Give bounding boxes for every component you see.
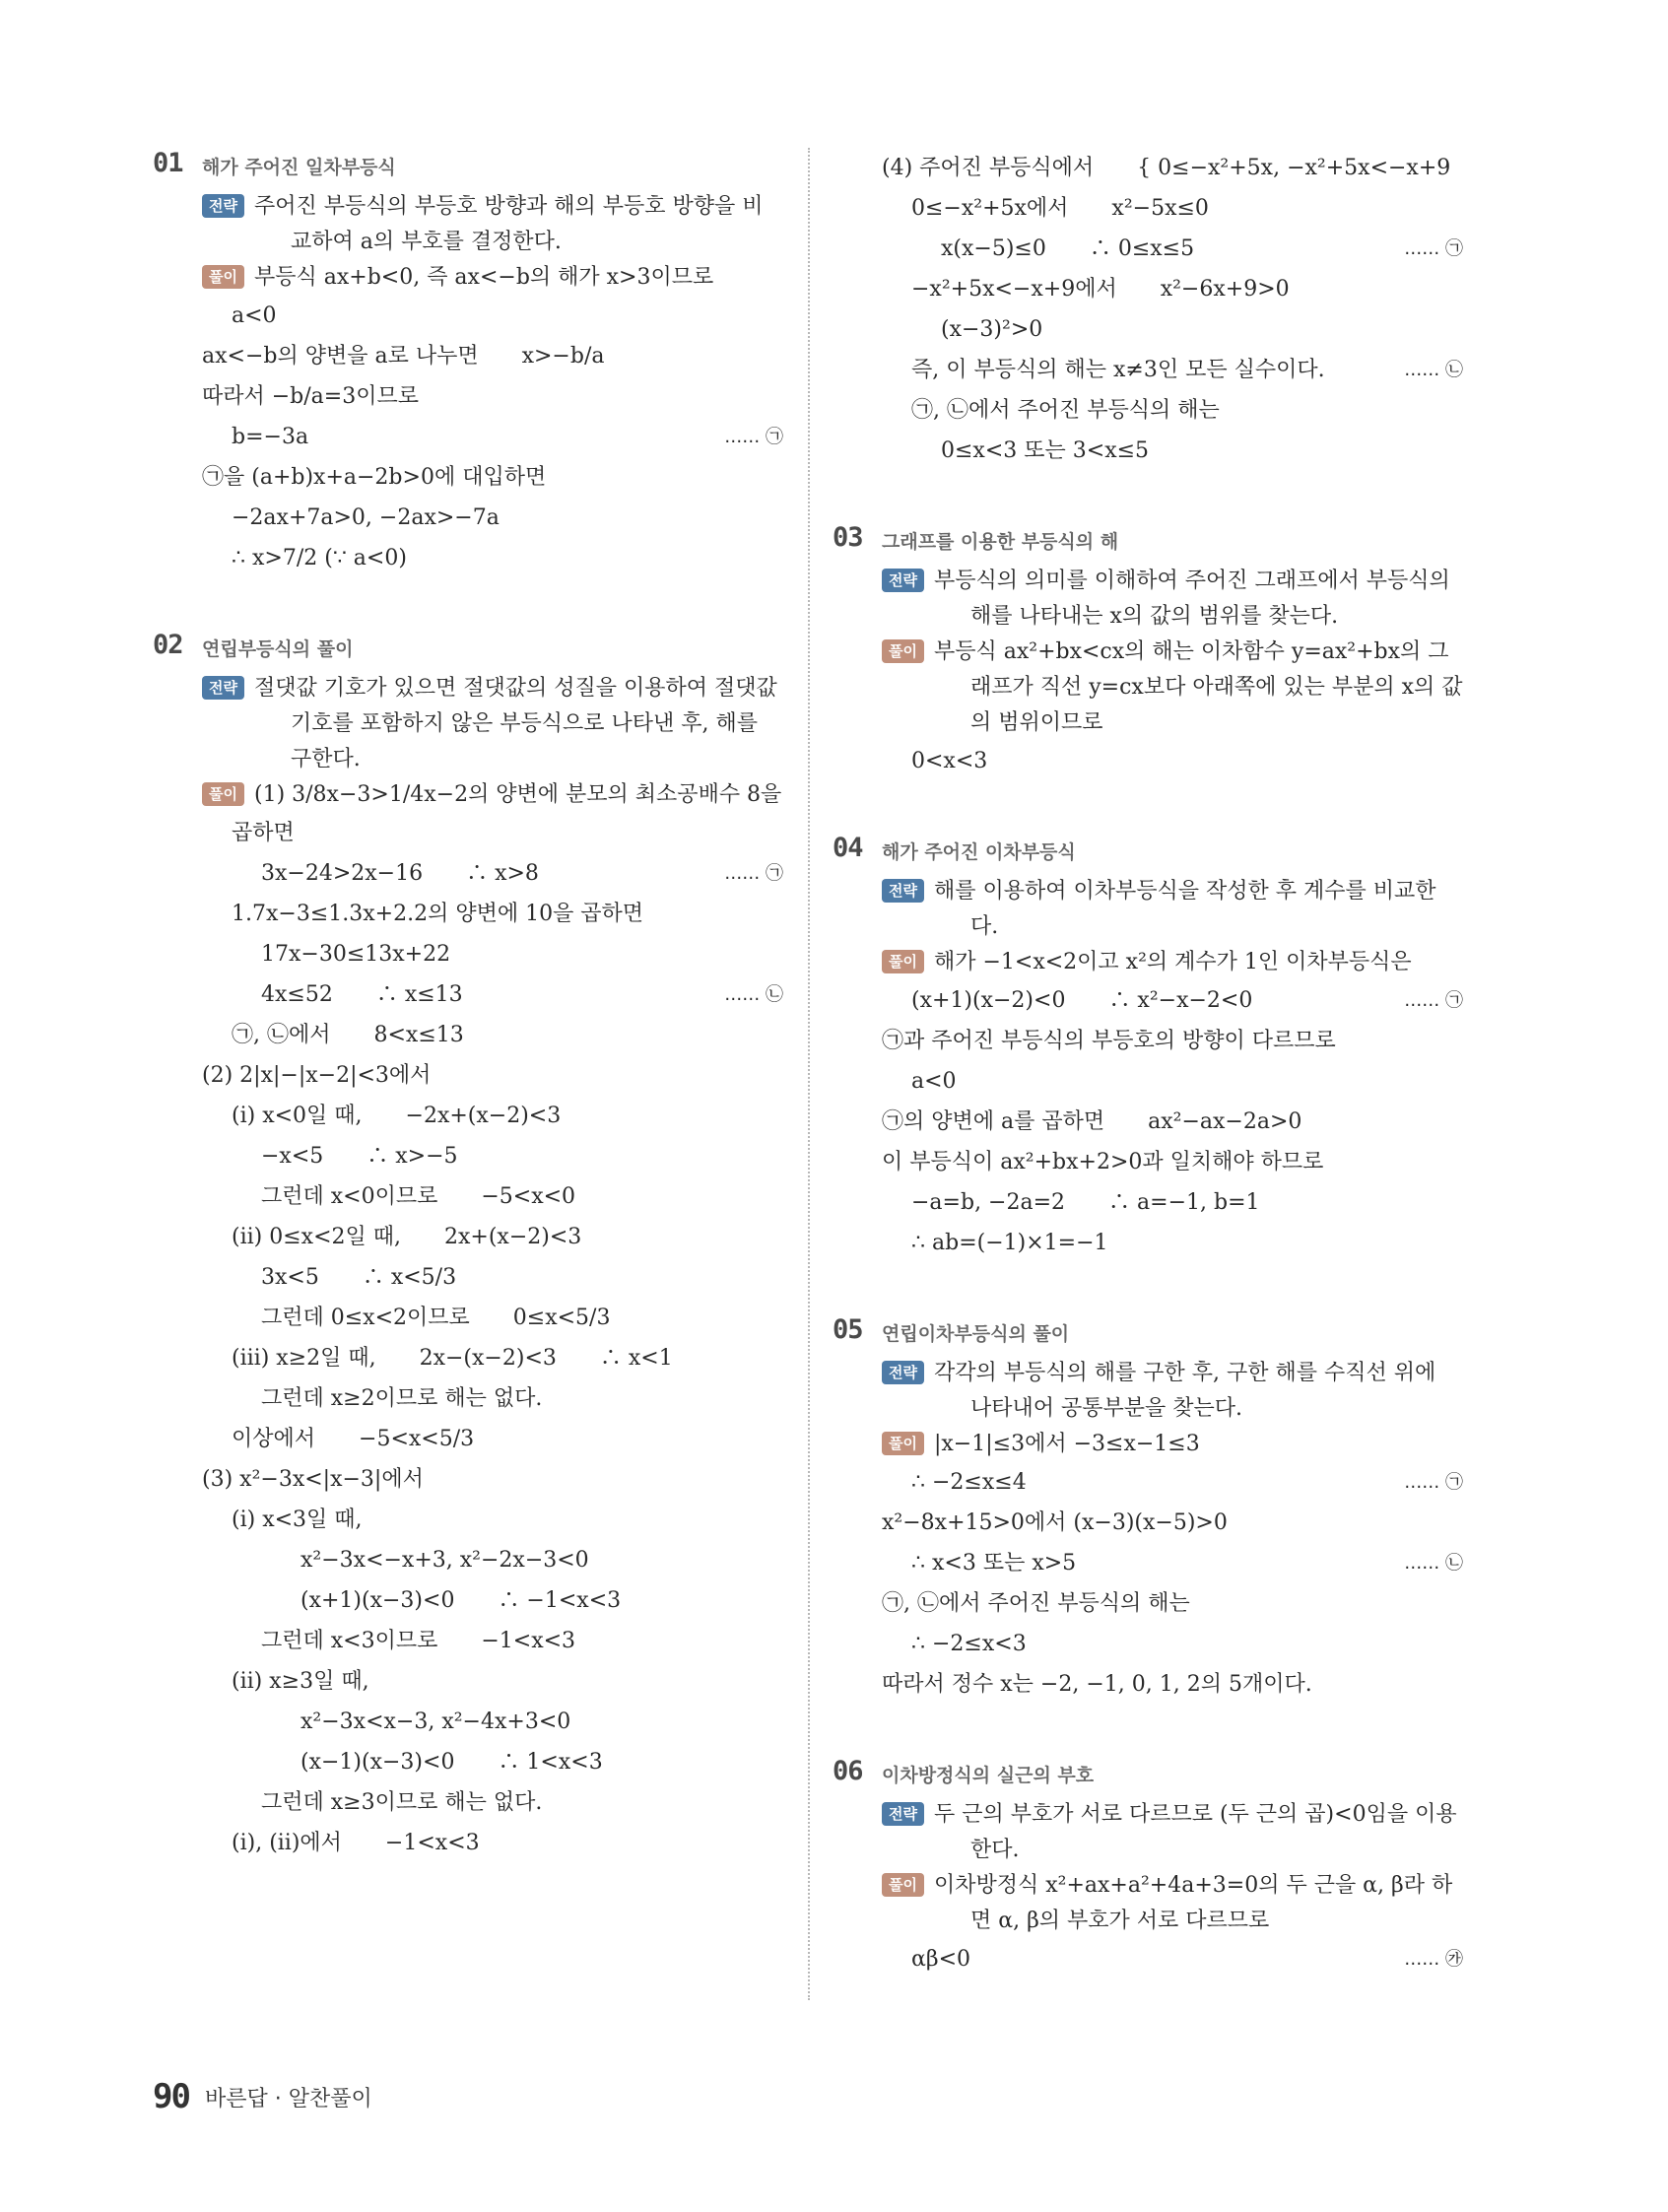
section-body — [882, 1797, 1463, 1979]
line-text: 0≤−x²+5x에서 x²−5x≤0 — [911, 196, 1209, 221]
solution-line — [202, 894, 783, 934]
section-body — [882, 564, 1463, 781]
equation-marker: …… ㉠ — [1404, 238, 1463, 259]
section-header — [833, 833, 1463, 868]
line-text: (x+1)(x−2)<0 ∴ x²−x−2<0 — [911, 988, 1253, 1013]
equation-marker: …… ㉮ — [1404, 1949, 1463, 1970]
strategy-badge: 전략 — [202, 676, 244, 700]
problem-number: 06 — [833, 1756, 863, 1786]
solution-line — [882, 945, 1463, 980]
strategy-badge: 전략 — [882, 569, 924, 592]
section-header — [153, 630, 783, 665]
line-text: |x−1|≤3에서 −3≤x−1≤3 — [933, 1432, 1200, 1456]
line-text: b=−3a — [232, 425, 309, 449]
line-text: ㉠의 양변에 a를 곱하면 ax²−ax−2a>0 — [882, 1109, 1302, 1134]
solution-line — [202, 296, 783, 336]
problem-number: 04 — [833, 833, 863, 863]
solution-line — [202, 260, 783, 296]
continued-solution — [882, 148, 1463, 471]
solution-line — [882, 309, 1463, 350]
line-text: 따라서 −b/a=3이므로 — [202, 384, 419, 409]
line-text: ㉠, ㉡에서 8<x≤13 — [232, 1023, 464, 1047]
solution-line — [202, 1015, 783, 1055]
solution-line — [202, 1742, 783, 1782]
solution-line — [202, 1823, 783, 1863]
equation-marker: …… ㉠ — [1404, 990, 1463, 1011]
line-text: 곱하면 — [232, 821, 295, 845]
line-text: 부등식 ax+b<0, 즉 ax<−b의 해가 x>3이므로 — [253, 265, 714, 290]
solution-line — [882, 635, 1463, 741]
line-text: (1) 3/8x−3>1/4x−2의 양변에 분모의 최소공배수 8을 — [253, 782, 782, 807]
solution-line — [202, 1378, 783, 1419]
line-text: (ⅰ) x<3일 때, — [232, 1508, 363, 1532]
solution-line — [882, 980, 1463, 1021]
section-body — [882, 874, 1463, 1263]
solution-badge: 풀이 — [882, 639, 924, 663]
section-body — [202, 189, 783, 578]
line-text: ∴ ab=(−1)×1=−1 — [911, 1231, 1108, 1255]
solution-badge: 풀이 — [882, 950, 924, 973]
left-column — [153, 148, 783, 1863]
line-text: 즉, 이 부등식의 해는 x≠3인 모든 실수이다. — [911, 358, 1325, 382]
line-text: 절댓값 기호가 있으면 절댓값의 성질을 이용하여 절댓값 기호를 포함하지 않은 부등식으로 나타낸 후, 해를 구한다. — [253, 676, 777, 771]
line-text: 그런데 x<3이므로 −1<x<3 — [261, 1629, 576, 1653]
solution-line — [202, 813, 783, 853]
line-text: 그런데 x≥2이므로 해는 없다. — [261, 1386, 543, 1411]
line-text: −x<5 ∴ x>−5 — [261, 1144, 458, 1169]
line-text: 두 근의 부호가 서로 다르므로 (두 근의 곱)<0임을 이용한다. — [933, 1802, 1457, 1862]
solution-line — [882, 1939, 1463, 1979]
equation-marker: …… ㉡ — [724, 984, 783, 1005]
solution-line — [882, 1021, 1463, 1061]
section-title: 연립이차부등식의 풀이 — [882, 1323, 1070, 1345]
line-text: ㉠을 (a+b)x+a−2b>0에 대입하면 — [202, 465, 547, 490]
solution-line — [202, 1338, 783, 1378]
solution-line — [202, 671, 783, 777]
column-divider — [808, 148, 810, 2000]
strategy-badge: 전략 — [882, 1802, 924, 1826]
line-text: ∴ −2≤x≤4 — [911, 1470, 1027, 1495]
section-body — [882, 1356, 1463, 1705]
problem-number: 02 — [153, 630, 183, 660]
line-text: ∴ x>7/2 (∵ a<0) — [232, 546, 407, 570]
section-body — [202, 671, 783, 1863]
solution-line — [882, 1102, 1463, 1142]
line-text: x²−8x+15>0에서 (x−3)(x−5)>0 — [882, 1510, 1228, 1535]
line-text: αβ<0 — [911, 1947, 971, 1972]
line-text: (x−1)(x−3)<0 ∴ 1<x<3 — [300, 1750, 603, 1775]
solution-line — [882, 741, 1463, 781]
line-text: 이상에서 −5<x<5/3 — [232, 1427, 475, 1451]
line-text: (ⅱ) x≥3일 때, — [232, 1669, 369, 1694]
line-text: a<0 — [911, 1069, 957, 1094]
problem-section — [833, 833, 1463, 1263]
solution-line — [882, 188, 1463, 229]
section-gap — [833, 1705, 1463, 1756]
problem-number: 01 — [153, 148, 183, 178]
line-text: 그런데 x≥3이므로 해는 없다. — [261, 1790, 543, 1815]
line-text: (ⅰ), (ⅱ)에서 −1<x<3 — [232, 1831, 480, 1855]
section-gap — [833, 471, 1463, 522]
solution-line — [882, 269, 1463, 309]
solution-line — [882, 1583, 1463, 1624]
line-text: 그런데 x<0이므로 −5<x<0 — [261, 1184, 576, 1209]
solution-line — [882, 1503, 1463, 1543]
equation-marker: …… ㉡ — [1404, 1553, 1463, 1574]
solution-line — [882, 1797, 1463, 1868]
solution-line — [202, 1257, 783, 1298]
line-text: (ⅲ) x≥2일 때, 2x−(x−2)<3 ∴ x<1 — [232, 1346, 673, 1371]
equation-marker: …… ㉠ — [724, 427, 783, 447]
solution-line — [882, 1868, 1463, 1939]
solution-line — [202, 1621, 783, 1661]
solution-line — [202, 1055, 783, 1096]
line-text: ∴ x<3 또는 x>5 — [911, 1551, 1077, 1575]
line-text: x²−3x<−x+3, x²−2x−3<0 — [300, 1548, 589, 1573]
solution-line — [202, 853, 783, 894]
section-title: 그래프를 이용한 부등식의 해 — [882, 531, 1119, 553]
solution-line — [202, 1661, 783, 1702]
section-title: 이차방정식의 실근의 부호 — [882, 1765, 1095, 1786]
line-text: (4) 주어진 부등식에서 { 0≤−x²+5x, −x²+5x<−x+9 — [882, 156, 1451, 180]
solution-line — [882, 1543, 1463, 1583]
line-text: ax<−b의 양변을 a로 나누면 x>−b/a — [202, 344, 605, 369]
line-text: ㉠과 주어진 부등식의 부등호의 방향이 다르므로 — [882, 1029, 1336, 1053]
problem-section — [153, 148, 783, 578]
solution-line — [882, 1624, 1463, 1664]
line-text: 3x−24>2x−16 ∴ x>8 — [261, 861, 539, 886]
strategy-badge: 전략 — [202, 194, 244, 218]
line-text: 해를 이용하여 이차부등식을 작성한 후 계수를 비교한다. — [933, 879, 1436, 939]
problem-number: 03 — [833, 522, 863, 553]
solution-line — [202, 417, 783, 457]
strategy-badge: 전략 — [882, 879, 924, 903]
solution-line — [202, 1176, 783, 1217]
line-text: (ⅱ) 0≤x<2일 때, 2x+(x−2)<3 — [232, 1225, 582, 1249]
line-text: a<0 — [232, 303, 277, 328]
solution-line — [882, 1664, 1463, 1705]
line-text: ㉠, ㉡에서 주어진 부등식의 해는 — [882, 1591, 1190, 1616]
solution-line — [882, 1142, 1463, 1182]
problem-number: 05 — [833, 1314, 863, 1345]
line-text: (x−3)²>0 — [941, 317, 1043, 342]
line-text: (ⅰ) x<0일 때, −2x+(x−2)<3 — [232, 1104, 562, 1128]
footer-label: 바른답 · 알찬풀이 — [205, 2087, 372, 2111]
solution-badge: 풀이 — [202, 782, 244, 806]
solution-line — [882, 564, 1463, 635]
line-text: ∴ −2≤x<3 — [911, 1632, 1027, 1656]
equation-marker: …… ㉡ — [1404, 360, 1463, 380]
problem-section — [833, 1314, 1463, 1705]
equation-marker: …… ㉠ — [1404, 1472, 1463, 1493]
line-text: 4x≤52 ∴ x≤13 — [261, 982, 463, 1007]
solution-line — [202, 1096, 783, 1136]
line-text: 이 부등식이 ax²+bx+2>0과 일치해야 하므로 — [882, 1150, 1324, 1174]
section-header — [153, 148, 783, 183]
section-title: 연립부등식의 풀이 — [202, 638, 354, 660]
solution-line — [202, 189, 783, 260]
line-text: 부등식의 의미를 이해하여 주어진 그래프에서 부등식의 해를 나타내는 x의 값의 범위를 찾는다. — [933, 569, 1450, 629]
line-text: 각각의 부등식의 해를 구한 후, 구한 해를 수직선 위에 나타내어 공통부분을 찾는다. — [933, 1361, 1436, 1421]
solution-line — [202, 1580, 783, 1621]
solution-line — [202, 538, 783, 578]
solution-line — [882, 1427, 1463, 1462]
solution-line — [202, 498, 783, 538]
equation-marker: …… ㉠ — [724, 863, 783, 884]
line-text: 3x<5 ∴ x<5/3 — [261, 1265, 457, 1290]
solution-line — [882, 148, 1463, 188]
solution-line — [202, 1782, 783, 1823]
page-number: 90 — [153, 2077, 189, 2116]
solution-line — [202, 777, 783, 813]
strategy-badge: 전략 — [882, 1361, 924, 1384]
solution-badge: 풀이 — [882, 1873, 924, 1897]
section-header — [833, 522, 1463, 558]
solution-line — [202, 934, 783, 974]
solution-line — [882, 1223, 1463, 1263]
line-text: x²−3x<x−3, x²−4x+3<0 — [300, 1709, 571, 1734]
section-gap — [153, 578, 783, 630]
solution-line — [202, 974, 783, 1015]
line-text: (x+1)(x−3)<0 ∴ −1<x<3 — [300, 1588, 622, 1613]
solution-line — [202, 457, 783, 498]
solution-line — [202, 1540, 783, 1580]
solution-line — [882, 390, 1463, 431]
solution-line — [882, 874, 1463, 945]
section-title: 해가 주어진 이차부등식 — [882, 841, 1076, 863]
line-text: 그런데 0≤x<2이므로 0≤x<5/3 — [261, 1306, 611, 1330]
solution-line — [202, 1419, 783, 1459]
line-text: 1.7x−3≤1.3x+2.2의 양변에 10을 곱하면 — [232, 902, 644, 926]
solution-line — [882, 229, 1463, 269]
line-text: ㉠, ㉡에서 주어진 부등식의 해는 — [911, 398, 1220, 423]
solution-line — [202, 1136, 783, 1176]
solution-line — [202, 1702, 783, 1742]
solution-line — [202, 1459, 783, 1500]
line-text: 17x−30≤13x+22 — [261, 942, 451, 967]
line-text: (3) x²−3x<|x−3|에서 — [202, 1467, 424, 1492]
line-text: (2) 2|x|−|x−2|<3에서 — [202, 1063, 432, 1088]
problem-section — [153, 630, 783, 1863]
section-gap — [833, 1263, 1463, 1314]
solution-line — [202, 1298, 783, 1338]
solution-badge: 풀이 — [202, 265, 244, 289]
solution-line — [202, 336, 783, 376]
problem-section — [833, 1756, 1463, 1979]
section-title: 해가 주어진 일차부등식 — [202, 157, 396, 178]
line-text: −2ax+7a>0, −2ax>−7a — [232, 505, 500, 530]
solution-badge: 풀이 — [882, 1432, 924, 1455]
line-text: 따라서 정수 x는 −2, −1, 0, 1, 2의 5개이다. — [882, 1672, 1312, 1697]
line-text: 0≤x<3 또는 3<x≤5 — [941, 438, 1150, 463]
right-column — [833, 148, 1463, 1979]
solution-line — [202, 1217, 783, 1257]
solution-line — [882, 1356, 1463, 1427]
line-text: x(x−5)≤0 ∴ 0≤x≤5 — [941, 236, 1195, 261]
section-header — [833, 1756, 1463, 1791]
solution-line — [882, 350, 1463, 390]
line-text: 부등식 ax²+bx<cx의 해는 이차함수 y=ax²+bx의 그래프가 직선 y=cx보다 아래쪽에 있는 부분의 x의 값의 범위이므로 — [933, 639, 1463, 735]
line-text: 0<x<3 — [911, 749, 988, 773]
solution-line — [202, 1500, 783, 1540]
solution-line — [202, 376, 783, 417]
line-text: 주어진 부등식의 부등호 방향과 해의 부등호 방향을 비교하여 a의 부호를 결정한다. — [253, 194, 764, 254]
section-header — [833, 1314, 1463, 1350]
section-gap — [833, 781, 1463, 833]
line-text: −x²+5x<−x+9에서 x²−6x+9>0 — [911, 277, 1290, 302]
solution-line — [882, 1462, 1463, 1503]
solution-line — [882, 1182, 1463, 1223]
problem-section — [833, 522, 1463, 781]
line-text: 해가 −1<x<2이고 x²의 계수가 1인 이차부등식은 — [933, 950, 1412, 974]
line-text: 이차방정식 x²+ax+a²+4a+3=0의 두 근을 α, β라 하면 α, β의 부호가 서로 다르므로 — [933, 1873, 1453, 1933]
line-text: −a=b, −2a=2 ∴ a=−1, b=1 — [911, 1190, 1260, 1215]
solution-line — [882, 431, 1463, 471]
solution-line — [882, 1061, 1463, 1102]
